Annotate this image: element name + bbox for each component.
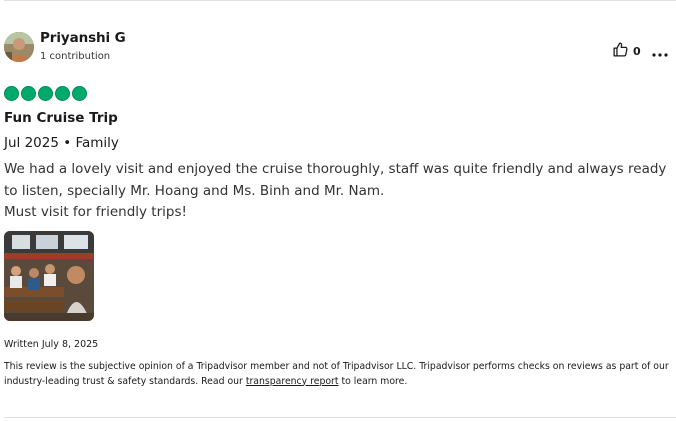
review-body (4, 159, 672, 224)
rating-bubble (21, 86, 36, 101)
disclaimer-text: This review is the subjective opinion of a Tripadvisor member and not of Tripadvisor LLC. Tripadvisor performs checks on reviews as part of our industry-leading trust & safety standards. Read our (4, 361, 669, 387)
review-photo[interactable] (4, 231, 94, 321)
written-date: Written July 8, 2025 (4, 339, 99, 350)
reviewer-name[interactable]: Priyanshi G (40, 30, 126, 46)
more-options-button[interactable] (650, 42, 670, 60)
helpful-vote-button[interactable] (612, 42, 641, 60)
rating-bubble (4, 86, 19, 101)
trip-info: Jul 2025 • Family (4, 135, 119, 151)
more-options-icon (652, 42, 668, 61)
disclaimer-text: to learn more. (338, 375, 408, 387)
transparency-report-link[interactable]: transparency report (245, 375, 339, 387)
bottom-divider (4, 417, 676, 418)
rating-bubble (38, 86, 53, 101)
review-text: Must visit for friendly trips! (4, 204, 187, 220)
reviewer-avatar[interactable] (4, 32, 34, 62)
review-title[interactable]: Fun Cruise Trip (4, 110, 118, 126)
rating-bubble (72, 86, 87, 101)
thumbs-up-icon (612, 41, 629, 62)
rating-bubble (55, 86, 70, 101)
review-text: We had a lovely visit and enjoyed the cruise thoroughly, staff was quite friendly and always ready to listen, specially Mr. Hoang and Ms. Binh and Mr. Nam. (4, 161, 667, 199)
helpful-count: 0 (633, 44, 641, 58)
rating-bubbles (4, 86, 87, 101)
review-disclaimer (4, 360, 676, 389)
top-divider (4, 0, 676, 1)
contribution-count: 1 contribution (40, 51, 111, 62)
